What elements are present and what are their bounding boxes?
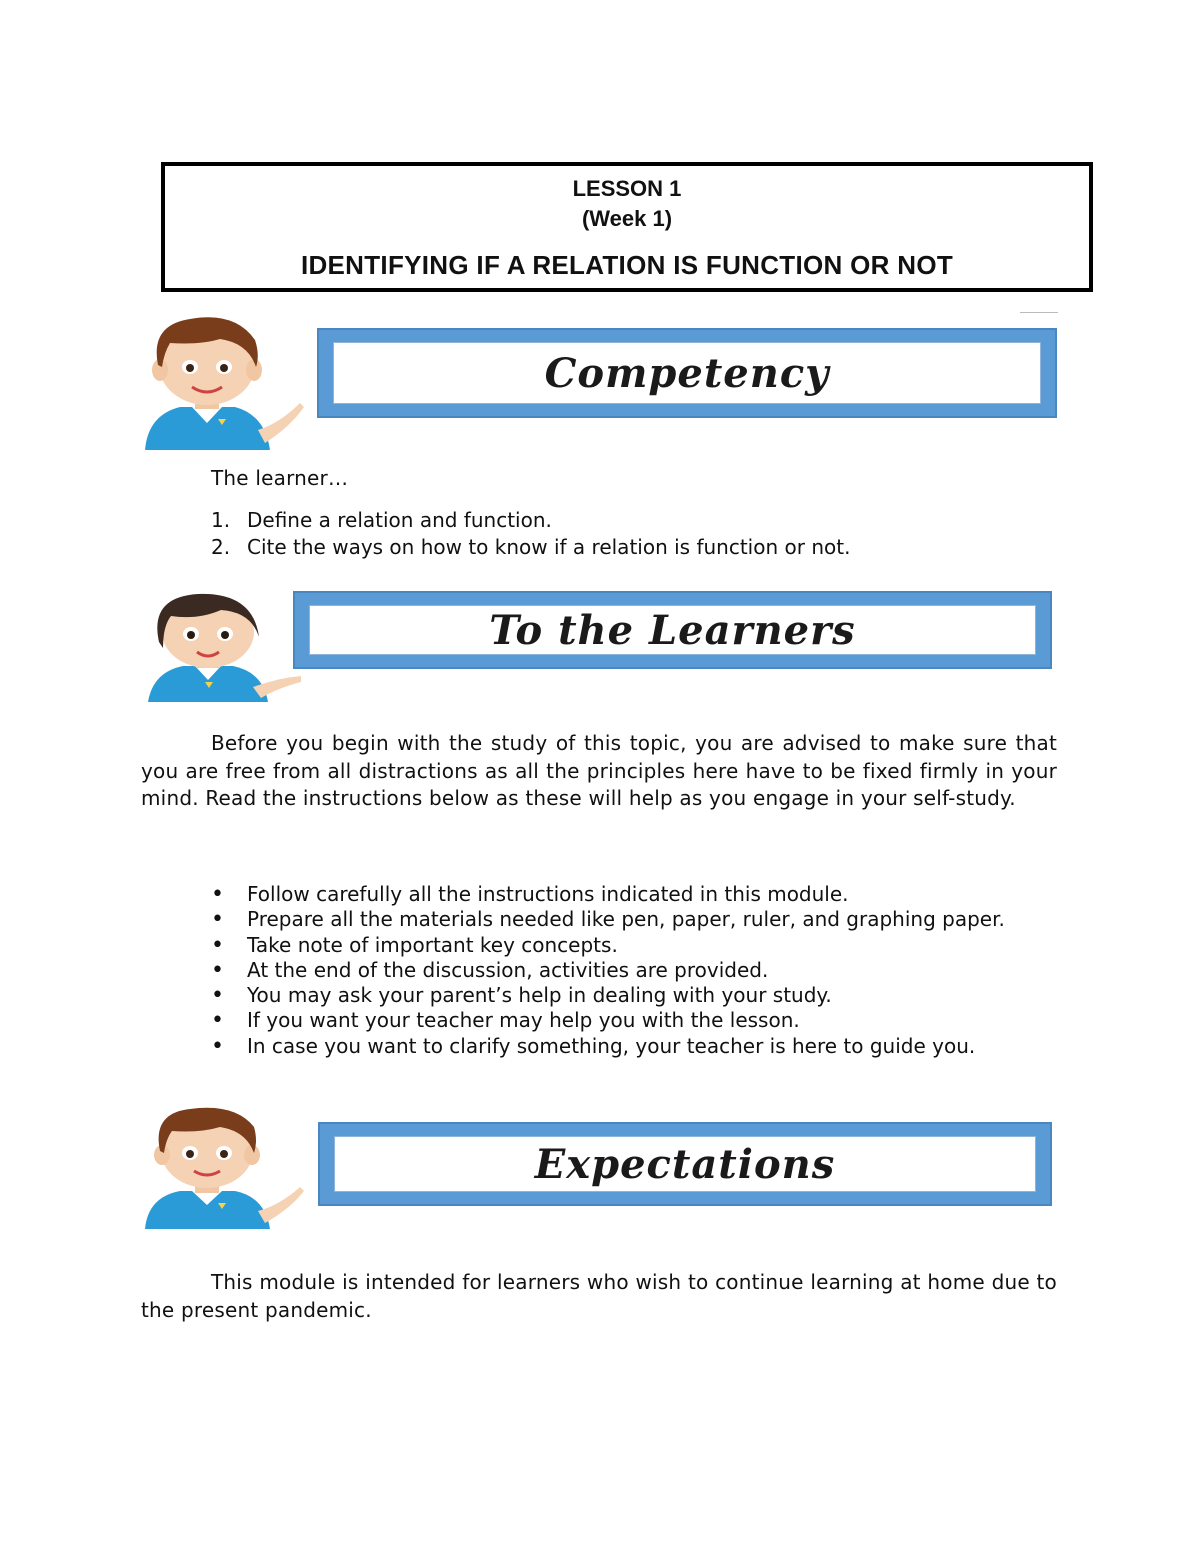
lesson-title: IDENTIFYING IF A RELATION IS FUNCTION OR NOT xyxy=(300,250,954,280)
list-item: 1. Define a relation and function. xyxy=(211,508,552,532)
lesson-title-box xyxy=(161,162,1093,292)
competency-intro: The learner… xyxy=(211,466,349,490)
lesson-week: (Week 1) xyxy=(581,206,673,231)
to-learners-banner xyxy=(293,591,1052,669)
expectations-heading: Expectations xyxy=(534,1140,836,1188)
divider xyxy=(1020,312,1058,313)
list-item: • At the end of the discussion, activities are provided. xyxy=(211,957,769,983)
expectations-banner xyxy=(318,1122,1052,1206)
boy-avatar-icon xyxy=(140,1105,308,1229)
to-learners-paragraph: Before you begin with the study of this topic, you are advised to make sure that you are free from all distractions as all the principles here have to be fixed firmly in your mind. Read the instructions below as these will help as you engage in your self-study. xyxy=(141,731,1057,810)
list-item: • Take note of important key concepts. xyxy=(211,932,618,958)
list-item: • You may ask your parent’s help in dealing with your study. xyxy=(211,983,832,1009)
girl-avatar-icon xyxy=(143,592,308,702)
list-item: • Prepare all the materials needed like pen, paper, ruler, and graphing paper. xyxy=(211,907,1005,933)
instructions-list xyxy=(141,882,1057,1059)
list-item: • Follow carefully all the instructions indicated in this module. xyxy=(211,882,849,907)
competency-heading: Competency xyxy=(544,349,830,397)
to-learners-heading: To the Learners xyxy=(489,606,856,654)
boy-avatar-icon xyxy=(140,315,308,450)
lesson-number: LESSON 1 xyxy=(572,176,682,201)
competency-list xyxy=(141,507,1061,561)
list-item: 2. Cite the ways on how to know if a relation is function or not. xyxy=(211,535,851,559)
list-item: • If you want your teacher may help you with the lesson. xyxy=(211,1008,800,1034)
expectations-paragraph: This module is intended for learners who wish to continue learning at home due to the present pandemic. xyxy=(141,1270,1057,1322)
competency-banner xyxy=(317,328,1057,418)
list-item: • In case you want to clarify something, your teacher is here to guide you. xyxy=(211,1033,976,1059)
